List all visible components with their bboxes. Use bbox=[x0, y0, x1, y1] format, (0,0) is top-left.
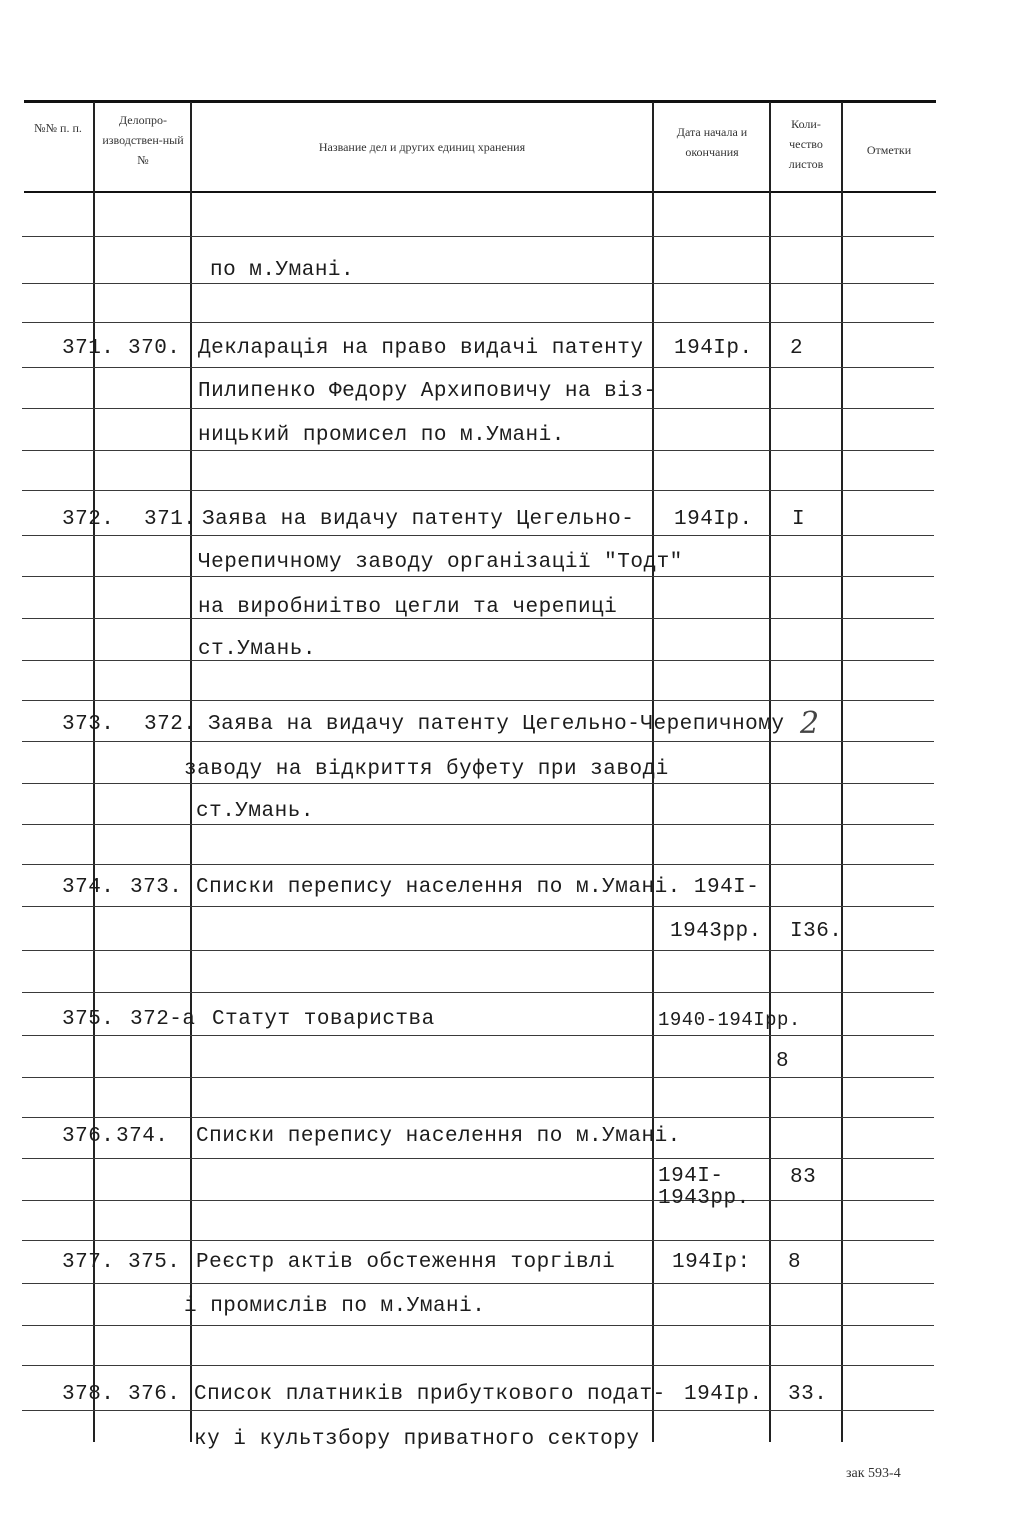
print-order-footer: зак 593-4 bbox=[846, 1466, 901, 1481]
entry-office-number: 372. bbox=[144, 713, 197, 736]
entry-sheets: 2 bbox=[790, 337, 804, 360]
entry-title-line: ст.Умань. bbox=[198, 638, 316, 661]
rule bbox=[22, 535, 934, 536]
entry-title-line: Список платників прибуткового подат- bbox=[194, 1383, 666, 1406]
rule bbox=[22, 992, 934, 993]
entry-title-line: і промислів по м.Умані. bbox=[184, 1295, 486, 1318]
header-bottom-rule bbox=[24, 191, 936, 193]
rule bbox=[22, 1200, 934, 1201]
entry-number: 378. bbox=[62, 1383, 115, 1406]
entry-title-line: ст.Умань. bbox=[196, 800, 314, 823]
entry-title-line: Заява на видачу патенту Цегельно-Черепичному bbox=[208, 713, 785, 736]
rule bbox=[22, 864, 934, 865]
header-dates: Дата начала и окончания bbox=[676, 125, 748, 159]
rule bbox=[22, 490, 934, 491]
rule bbox=[22, 283, 934, 284]
entry-office-number: 376. bbox=[128, 1383, 181, 1406]
entry-title-line: Статут товариства bbox=[212, 1008, 435, 1031]
entry-number: 375. bbox=[62, 1008, 115, 1031]
entry-title-line: заводу на відкриття буфету при заводі bbox=[184, 758, 669, 781]
rule bbox=[22, 700, 934, 701]
entry-number: 372. bbox=[62, 508, 115, 531]
entry-sheets: 8 bbox=[776, 1050, 790, 1073]
rule bbox=[22, 1325, 934, 1326]
entry-title-line: Списки перепису населення по м.Умані. bbox=[196, 1125, 681, 1148]
entry-number: 374. bbox=[62, 876, 115, 899]
entry-title-line: Декларація на право видачі патенту bbox=[198, 337, 644, 360]
rule bbox=[22, 1035, 934, 1036]
rule bbox=[22, 824, 934, 825]
entry-title-line: Заява на видачу патенту Цегельно- bbox=[202, 508, 635, 531]
rule bbox=[22, 783, 934, 784]
entry-office-number: 374. bbox=[116, 1125, 169, 1148]
entry-title-line: Реєстр актів обстеження торгівлі bbox=[196, 1251, 616, 1274]
entry-sheets: I36. bbox=[790, 920, 843, 943]
entry-date: 194Iр. bbox=[684, 1383, 763, 1406]
rule bbox=[22, 1077, 934, 1078]
header-office-number: Делопро-изводствен-ный № bbox=[102, 113, 184, 167]
entry-title-line: Черепичному заводу організації "Тодт" bbox=[198, 551, 683, 574]
entry-number: 377. bbox=[62, 1251, 115, 1274]
entry-date: 1940-194Iрр. bbox=[658, 1009, 801, 1031]
rule bbox=[22, 660, 934, 661]
entry-number: 373. bbox=[62, 713, 115, 736]
rule bbox=[22, 322, 934, 323]
entry-office-number: 371. bbox=[144, 508, 197, 531]
entry-office-number: 372-а bbox=[130, 1008, 196, 1031]
header-top-rule bbox=[24, 100, 936, 103]
rule bbox=[22, 236, 934, 237]
rule bbox=[22, 367, 934, 368]
header-number: №№ п. п. bbox=[34, 121, 82, 135]
entry-date: 1943рр. bbox=[670, 920, 762, 943]
continuation-text: по м.Умані. bbox=[210, 259, 355, 282]
rule bbox=[22, 1117, 934, 1118]
header-notes: Отметки bbox=[866, 143, 912, 157]
header-title: Название дел и других единиц хранения bbox=[318, 140, 526, 154]
entry-date: 194Iр. bbox=[674, 508, 753, 531]
rule bbox=[22, 741, 934, 742]
entry-title-line: ницький промисел по м.Умані. bbox=[198, 424, 565, 447]
rule bbox=[22, 1283, 934, 1284]
rule bbox=[22, 1158, 934, 1159]
header-sheets: Коли-чество листов bbox=[788, 117, 824, 171]
rule bbox=[22, 1240, 934, 1241]
entry-title-line: Пилипенко Федору Архиповичу на віз- bbox=[198, 380, 657, 403]
entry-sheets: 83 bbox=[790, 1166, 817, 1189]
entry-office-number: 375. bbox=[128, 1251, 181, 1274]
entry-sheets-handwritten: 2 bbox=[800, 706, 820, 741]
rule bbox=[22, 576, 934, 577]
entry-title-line: Списки перепису населення по м.Умані. 194I- bbox=[196, 876, 760, 899]
rule bbox=[22, 408, 934, 409]
entry-date: 194Iр: bbox=[672, 1251, 751, 1274]
entry-sheets: I bbox=[792, 508, 806, 531]
entry-number: 371. bbox=[62, 337, 115, 360]
entry-office-number: 370. bbox=[128, 337, 181, 360]
entry-date: 194I-1943рр. bbox=[658, 1165, 750, 1210]
rule bbox=[22, 906, 934, 907]
rule bbox=[22, 1365, 934, 1366]
rule bbox=[22, 450, 934, 451]
entry-date: 194Iр. bbox=[674, 337, 753, 360]
rule bbox=[22, 1410, 934, 1411]
entry-title-line: на виробниітво цегли та черепиці bbox=[198, 596, 618, 619]
entry-number: 376. bbox=[62, 1125, 115, 1148]
entry-office-number: 373. bbox=[130, 876, 183, 899]
entry-sheets: 8 bbox=[788, 1251, 802, 1274]
entry-sheets: 33. bbox=[788, 1383, 828, 1406]
entry-title-line: ку і культзбору приватного сектору bbox=[194, 1428, 640, 1451]
rule bbox=[22, 950, 934, 951]
